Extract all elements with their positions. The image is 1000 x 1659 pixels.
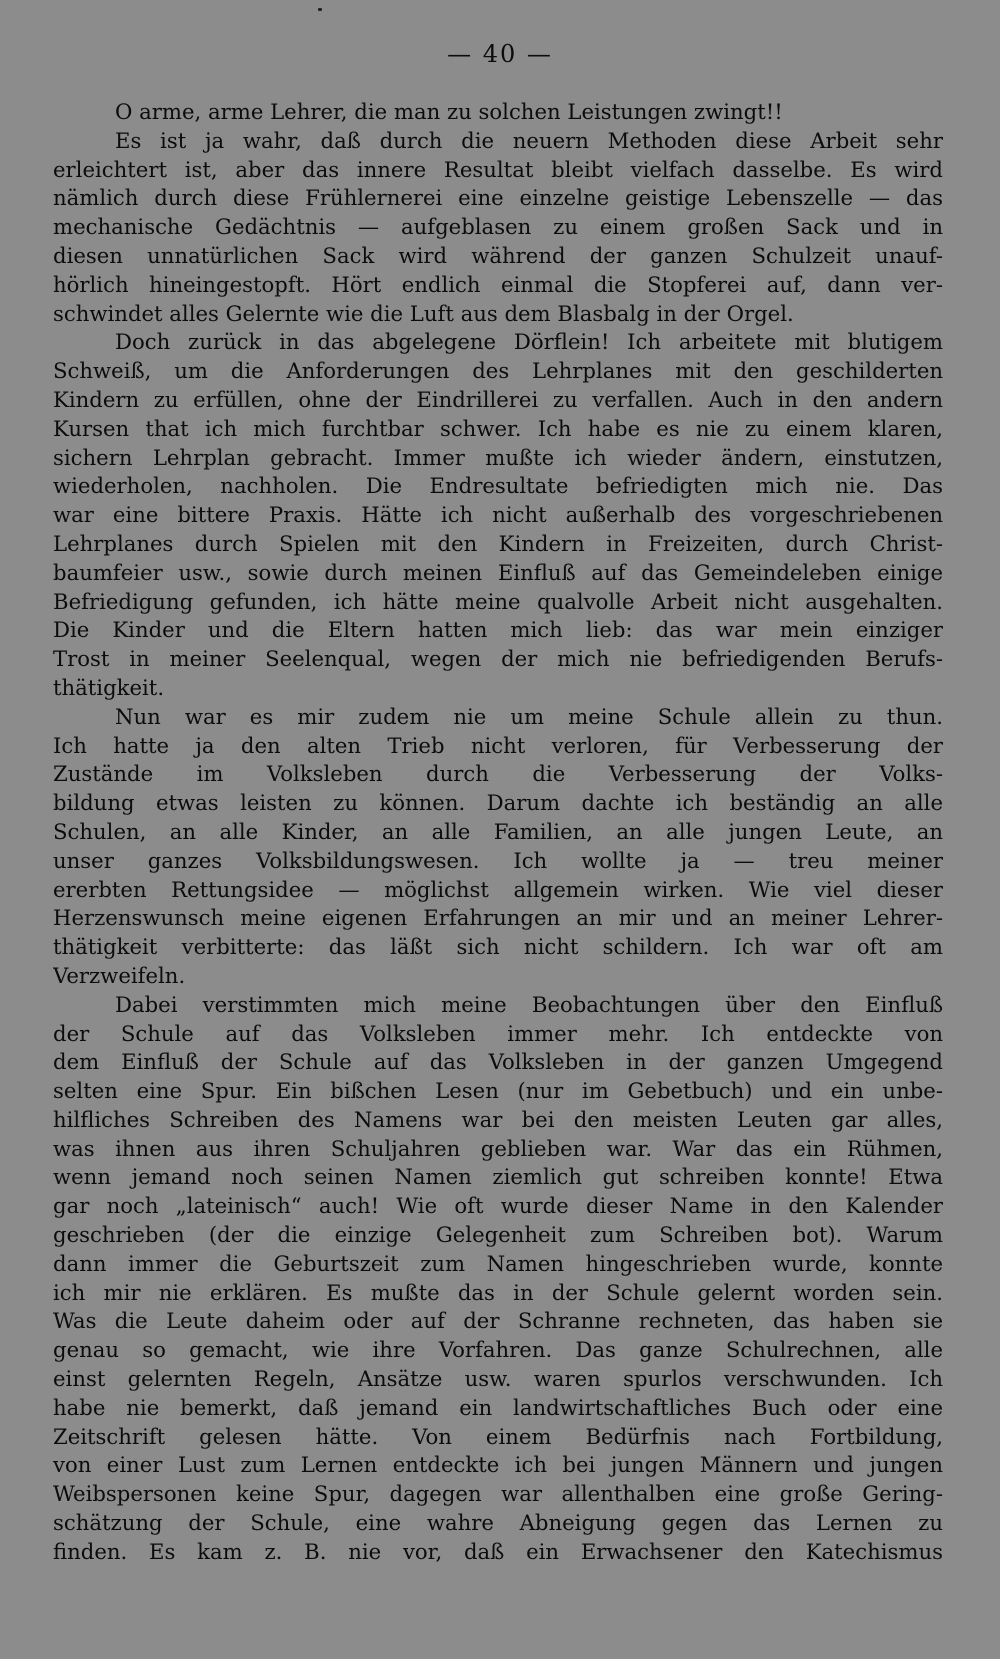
text-line: schwindet alles Gelernte wie die Luft aus dem Blasbalg in der Orgel. [53, 300, 794, 326]
text-line: Es ist ja wahr, daß durch die neuern Methoden diese Arbeit sehr [115, 127, 943, 153]
text-line: von einer Lust zum Lernen entdeckte ich bei jungen Männern und jungen [53, 1452, 943, 1478]
text-line: Schweiß, um die Anforderungen des Lehrplanes mit den geschilderten [53, 358, 943, 384]
text-line: diesen unnatürlichen Sack wird während der ganzen Schulzeit unauf- [53, 242, 943, 268]
text-line: nämlich durch diese Frühlernerei eine einzelne geistige Lebenszelle — das [53, 185, 943, 211]
text-line: Kursen that ich mich furchtbar schwer. Ich habe es nie zu einem klaren, [53, 415, 943, 441]
text-line: hörlich hineingestopft. Hört endlich einmal die Stopferei auf, dann ver- [53, 271, 943, 297]
text-line: Schulen, an alle Kinder, an alle Familien, an alle jungen Leute, an [53, 818, 943, 844]
text-line: Nun war es mir zudem nie um meine Schule allein zu thun. [115, 703, 943, 729]
text-line: dem Einfluß der Schule auf das Volksleben in der ganzen Umgegend [53, 1049, 943, 1075]
text-line: einst gelernten Regeln, Ansätze usw. waren spurlos verschwunden. Ich [53, 1366, 943, 1392]
text-line: Zeitschrift gelesen hätte. Von einem Bedürfnis nach Fortbildung, [53, 1423, 943, 1449]
text-line: hilfliches Schreiben des Namens war bei den meisten Leuten gar alles, [53, 1106, 943, 1132]
body-text [53, 98, 943, 1567]
text-line: Weibspersonen keine Spur, dagegen war allenthalben eine große Gering- [53, 1481, 943, 1507]
text-line: finden. Es kam z. B. nie vor, daß ein Erwachsener den Katechismus [53, 1538, 943, 1564]
text-line: Lehrplanes durch Spielen mit den Kindern in Freizeiten, durch Christ- [53, 530, 943, 556]
text-line: war eine bittere Praxis. Hätte ich nicht außerhalb des vorgeschriebenen [53, 502, 943, 528]
text-line: genau so gemacht, wie ihre Vorfahren. Das ganze Schulrechnen, alle [53, 1337, 943, 1363]
text-line: thätigkeit verbitterte: das läßt sich nicht schildern. Ich war oft am [53, 934, 943, 960]
text-line: thätigkeit. [53, 674, 165, 700]
text-line: Kindern zu erfüllen, ohne der Eindrillerei zu verfallen. Auch in den andern [53, 386, 943, 412]
text-line: Befriedigung gefunden, ich hätte meine qualvolle Arbeit nicht ausgehalten. [53, 588, 943, 614]
text-line: Doch zurück in das abgelegene Dörflein! Ich arbeitete mit blutigem [115, 329, 943, 355]
text-line: wenn jemand noch seinen Namen ziemlich gut schreiben konnte! Etwa [53, 1164, 943, 1190]
text-line: Dabei verstimmten mich meine Beobachtungen über den Einfluß [115, 991, 943, 1017]
text-line: Die Kinder und die Eltern hatten mich lieb: das war mein einziger [53, 617, 943, 643]
text-line: O arme, arme Lehrer, die man zu solchen Leistungen zwingt!! [115, 99, 783, 124]
text-line: schätzung der Schule, eine wahre Abneigung gegen das Lernen zu [53, 1510, 943, 1536]
text-line: unser ganzes Volksbildungswesen. Ich wollte ja — treu meiner [53, 847, 943, 873]
text-line: sichern Lehrplan gebracht. Immer mußte ich wieder ändern, einstutzen, [53, 444, 943, 470]
text-line: selten eine Spur. Ein bißchen Lesen (nur im Gebetbuch) und ein unbe- [53, 1078, 943, 1104]
text-line: was ihnen aus ihren Schuljahren geblieben war. War das ein Rühmen, [53, 1135, 943, 1161]
text-line: bildung etwas leisten zu können. Darum dachte ich beständig an alle [53, 790, 943, 816]
text-line: der Schule auf das Volksleben immer mehr. Ich entdeckte von [53, 1020, 943, 1046]
text-line: gar noch „lateinisch“ auch! Wie oft wurde dieser Name in den Kalender [53, 1193, 943, 1219]
text-line: Trost in meiner Seelenqual, wegen der mich nie befriedigenden Berufs- [53, 646, 943, 672]
text-line: Verzweifeln. [53, 962, 186, 988]
text-line: wiederholen, nachholen. Die Endresultate befriedigten mich nie. Das [53, 473, 943, 499]
text-line: Zustände im Volksleben durch die Verbesserung der Volks- [53, 761, 943, 787]
page-number: — 40 — [447, 40, 553, 68]
print-speck [318, 8, 322, 11]
text-line: mechanische Gedächtnis — aufgeblasen zu einem großen Sack und in [53, 214, 943, 240]
text-line: habe nie bemerkt, daß jemand ein landwirtschaftliches Buch oder eine [53, 1394, 943, 1420]
text-line: Was die Leute daheim oder auf der Schranne rechneten, das haben sie [53, 1308, 943, 1334]
text-line: Herzenswunsch meine eigenen Erfahrungen an mir und an meiner Lehrer- [53, 905, 943, 931]
text-line: erleichtert ist, aber das innere Resultat bleibt vielfach dasselbe. Es wird [53, 156, 943, 182]
text-line: dann immer die Geburtszeit zum Namen hingeschrieben wurde, konnte [53, 1250, 943, 1276]
text-line: baumfeier usw., sowie durch meinen Einfluß auf das Gemeindeleben einige [53, 559, 943, 585]
text-line: geschrieben (der die einzige Gelegenheit zum Schreiben bot). Warum [53, 1222, 943, 1248]
text-line: ererbten Rettungsidee — möglichst allgemein wirken. Wie viel dieser [53, 876, 943, 902]
text-line: ich mir nie erklären. Es mußte das in der Schule gelernt worden sein. [53, 1279, 943, 1305]
text-line: Ich hatte ja den alten Trieb nicht verloren, für Verbesserung der [53, 732, 943, 758]
